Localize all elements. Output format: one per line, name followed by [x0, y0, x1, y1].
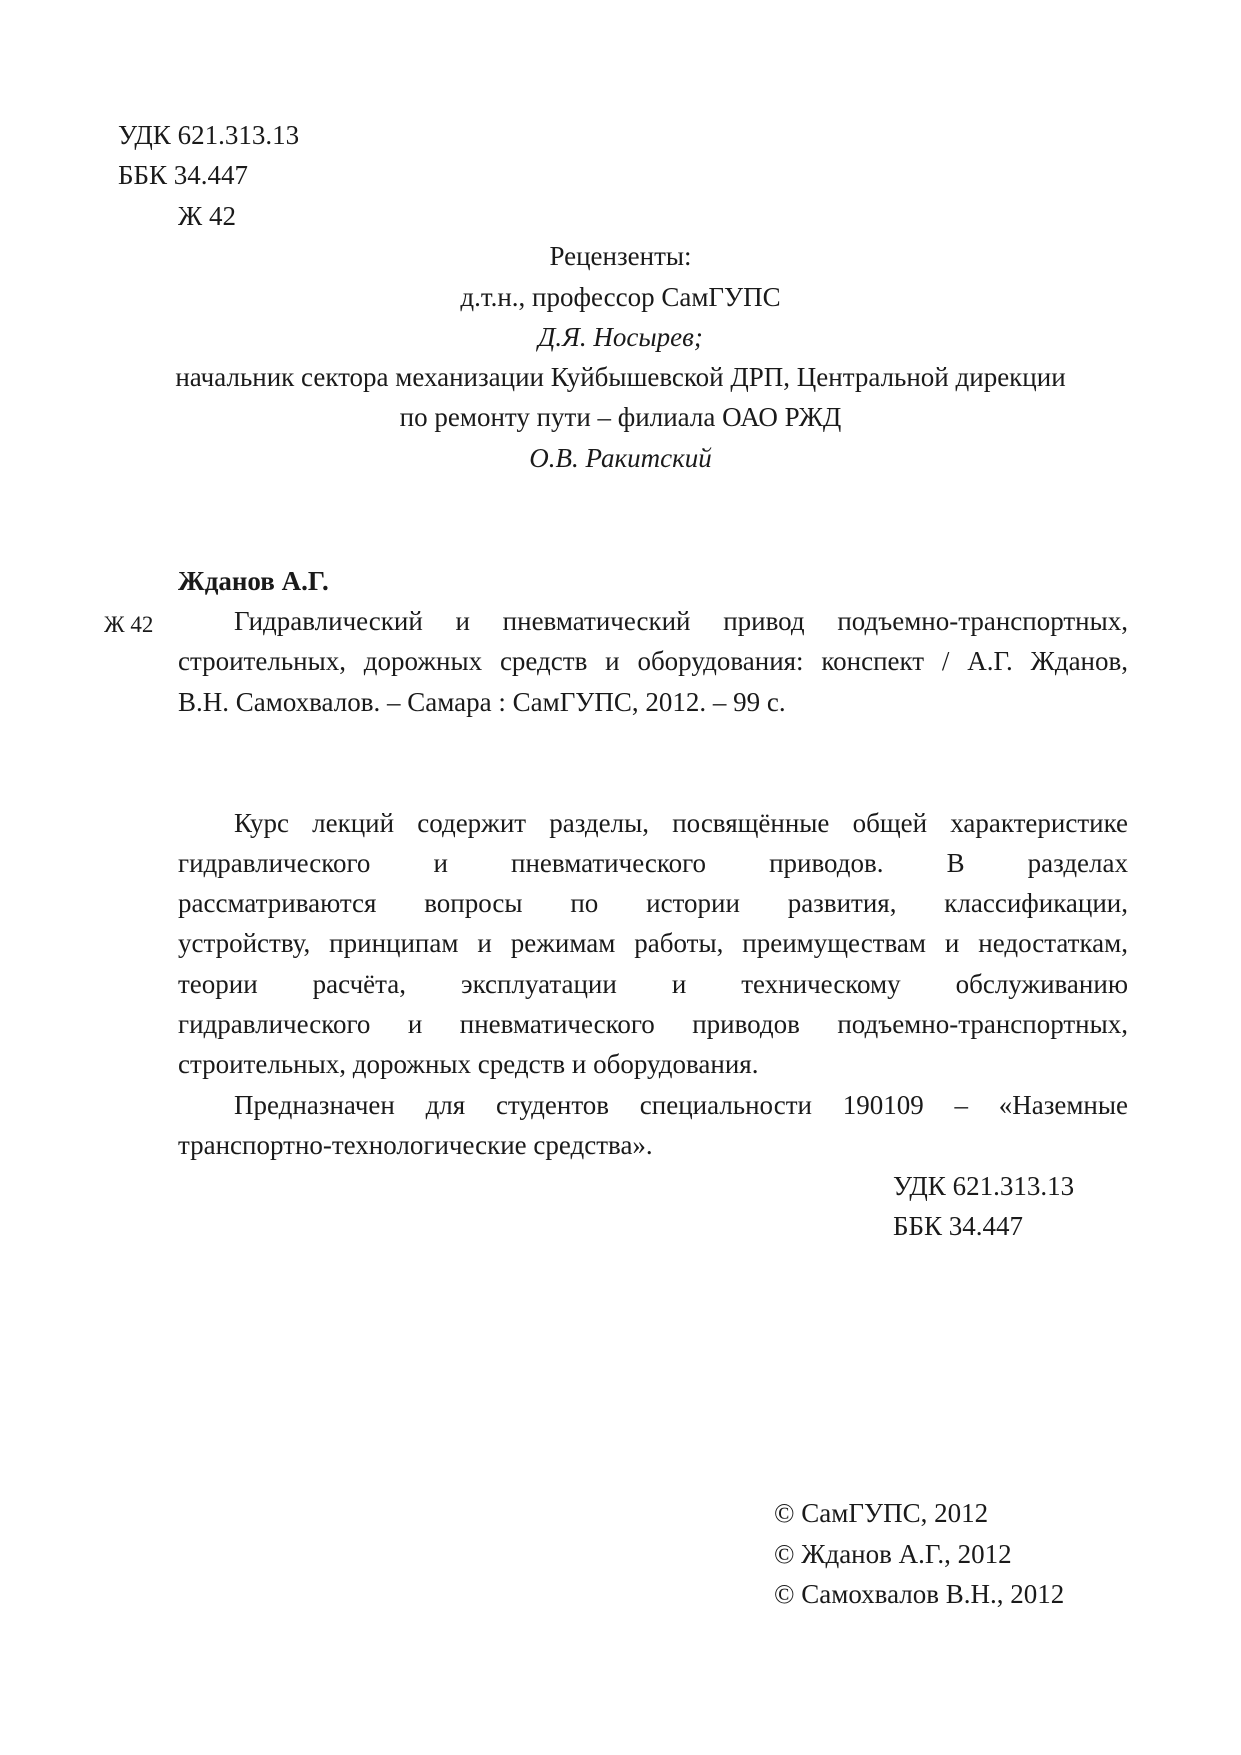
footer-udk-code: УДК 621.313.13: [893, 1171, 1075, 1201]
reviewer-1-position: д.т.н., профессор СамГУПС: [460, 282, 781, 312]
bib-side-code: Ж 42: [104, 612, 154, 637]
copyright-1: © СамГУПС, 2012: [774, 1498, 989, 1528]
copyright-2: © Жданов А.Г., 2012: [774, 1539, 1012, 1569]
abstract-line-3: рассматриваются вопросы по истории развития, классификации,: [178, 888, 1128, 918]
reviewer-2-name: О.В. Ракитский: [529, 443, 712, 473]
reviewer-2-position-line1: начальник сектора механизации Куйбышевской ДРП, Центральной дирекции: [175, 362, 1066, 392]
bib-line-3: В.Н. Самохвалов. – Самара : СамГУПС, 2012. – 99 с.: [178, 687, 786, 717]
bib-line-1: Гидравлический и пневматический привод подъемно-транспортных,: [234, 606, 1128, 636]
purpose-line-2: транспортно-технологические средства».: [178, 1130, 653, 1160]
abstract-line-4: устройству, принципам и режимам работы, преимуществам и недостаткам,: [178, 928, 1128, 958]
footer-bbk-code: ББК 34.447: [893, 1211, 1024, 1241]
copyright-3: © Самохвалов В.Н., 2012: [774, 1579, 1065, 1609]
abstract-line-2: гидравлического и пневматического приводов. В разделах: [178, 848, 1128, 878]
udk-code: УДК 621.313.13: [118, 120, 300, 150]
bib-author: Жданов А.Г.: [178, 566, 329, 596]
reviewer-1-name: Д.Я. Носырев;: [538, 322, 703, 352]
bbk-code: ББК 34.447: [118, 160, 249, 190]
author-sign-code: Ж 42: [178, 201, 236, 231]
purpose-line-1: Предназначен для студентов специальности 190109 – «Наземные: [234, 1090, 1128, 1120]
abstract-line-5: теории расчёта, эксплуатации и техническому обслуживанию: [178, 969, 1128, 999]
bib-line-2: строительных, дорожных средств и оборудования: конспект / А.Г. Жданов,: [178, 646, 1128, 676]
abstract-line-6: гидравлического и пневматического приводов подъемно-транспортных,: [178, 1009, 1128, 1039]
abstract-line-1: Курс лекций содержит разделы, посвящённые общей характеристике: [234, 808, 1128, 838]
abstract-line-7: строительных, дорожных средств и оборудования.: [178, 1049, 759, 1079]
reviewers-title: Рецензенты:: [549, 241, 692, 271]
reviewer-2-position-line2: по ремонту пути – филиала ОАО РЖД: [399, 402, 842, 432]
